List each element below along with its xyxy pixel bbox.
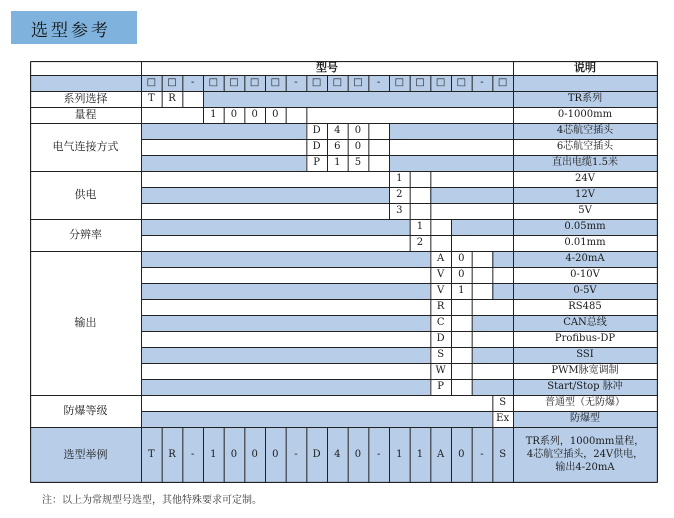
description-cell: 0.05mm [513, 219, 657, 235]
code-cell: C [430, 315, 451, 331]
code-cell: V [430, 267, 451, 283]
row-label: 系列选择 [30, 91, 141, 107]
code-cell: 1 [410, 219, 431, 235]
example-description-line: 输出4-20mA [555, 462, 615, 473]
example-code-cell: R [162, 427, 183, 482]
example-label: 选型举例 [30, 427, 141, 482]
code-cell: W [430, 363, 451, 379]
code-cell: 0 [244, 107, 265, 123]
row-label: 供电 [30, 171, 141, 219]
placeholder-box: □ [265, 75, 286, 91]
example-code-cell: - [472, 427, 493, 482]
code-cell: P [430, 379, 451, 395]
placeholder-box: □ [410, 75, 431, 91]
code-cell: 1 [389, 171, 410, 187]
code-cell: D [430, 331, 451, 347]
example-code-cell: 0 [451, 427, 472, 482]
example-code-cell: 1 [410, 427, 431, 482]
placeholder-box: □ [306, 75, 327, 91]
example-code-cell: 0 [348, 427, 369, 482]
code-cell: 5 [348, 155, 369, 171]
code-cell: 0 [224, 107, 245, 123]
description-cell: Start/Stop 脉冲 [513, 379, 657, 395]
example-code-cell: 1 [389, 427, 410, 482]
code-cell: 0 [451, 251, 472, 267]
code-cell: P [306, 155, 327, 171]
placeholder-box: - [182, 75, 203, 91]
code-cell: 2 [389, 187, 410, 203]
placeholder-box: □ [162, 75, 183, 91]
code-cell: S [430, 347, 451, 363]
code-cell: D [306, 139, 327, 155]
example-code-cell: - [182, 427, 203, 482]
code-cell: 0 [348, 123, 369, 139]
code-cell: 3 [389, 203, 410, 219]
description-cell: 0-10V [513, 267, 657, 283]
example-code-cell: A [430, 427, 451, 482]
placeholder-box: □ [492, 75, 513, 91]
placeholder-box: □ [141, 75, 162, 91]
example-code-cell: S [492, 427, 513, 482]
code-cell: 1 [203, 107, 224, 123]
example-code-cell: 1 [203, 427, 224, 482]
description-cell: TR系列 [513, 91, 657, 107]
code-cell: 1 [451, 283, 472, 299]
placeholder-box: □ [244, 75, 265, 91]
code-cell: 1 [327, 155, 348, 171]
row-label: 量程 [30, 107, 141, 123]
example-description-line: 4芯航空插头，24V供电， [526, 449, 644, 460]
description-cell: 普通型（无防爆） [513, 395, 657, 411]
row-label: 防爆等级 [30, 395, 141, 427]
example-code-cell: T [141, 427, 162, 482]
footer-note: 注：以上为常规型号选型，其他特殊要求可定制。 [42, 495, 262, 506]
placeholder-box: - [472, 75, 493, 91]
code-cell: D [306, 123, 327, 139]
placeholder-box: - [368, 75, 389, 91]
description-cell: 直出电缆1.5米 [513, 155, 657, 171]
placeholder-box: □ [203, 75, 224, 91]
example-code-cell: 0 [265, 427, 286, 482]
example-code-cell: - [368, 427, 389, 482]
description-cell: Profibus-DP [513, 331, 657, 347]
example-code-cell: 4 [327, 427, 348, 482]
placeholder-box: □ [430, 75, 451, 91]
row-label: 输出 [30, 251, 141, 395]
selection-table [30, 61, 657, 486]
example-code-cell: 0 [244, 427, 265, 482]
placeholder-box: □ [389, 75, 410, 91]
placeholder-box: □ [224, 75, 245, 91]
description-cell: 0.01mm [513, 235, 657, 251]
example-code-cell: 0 [224, 427, 245, 482]
description-cell: SSI [513, 347, 657, 363]
description-cell: 4芯航空插头 [513, 123, 657, 139]
description-cell: 防爆型 [513, 411, 657, 427]
row-label: 电气连接方式 [30, 123, 141, 171]
code-cell: 6 [327, 139, 348, 155]
placeholder-box: - [286, 75, 307, 91]
code-cell: V [430, 283, 451, 299]
code-cell: 2 [410, 235, 431, 251]
code-cell: R [430, 299, 451, 315]
code-cell: 0 [265, 107, 286, 123]
code-cell: T [141, 91, 162, 107]
column-header-desc: 说明 [513, 61, 657, 75]
code-cell: 0 [451, 267, 472, 283]
code-cell: R [162, 91, 183, 107]
row-label: 分辨率 [30, 219, 141, 251]
description-cell: CAN总线 [513, 315, 657, 331]
example-description-line: TR系列，1000mm量程， [525, 436, 645, 447]
description-cell: 0-1000mm [513, 107, 657, 123]
description-cell: RS485 [513, 299, 657, 315]
description-cell: 0-5V [513, 283, 657, 299]
table-gridlines [30, 61, 658, 483]
code-cell: Ex [492, 411, 513, 427]
description-cell: 24V [513, 171, 657, 187]
code-cell: S [492, 395, 513, 411]
page-title: 选型参考 [31, 21, 111, 41]
code-cell: 4 [327, 123, 348, 139]
description-cell: 4-20mA [513, 251, 657, 267]
placeholder-box: □ [348, 75, 369, 91]
example-code-cell: D [306, 427, 327, 482]
description-cell: 6芯航空插头 [513, 139, 657, 155]
code-cell: A [430, 251, 451, 267]
placeholder-box: □ [451, 75, 472, 91]
page-title-box [11, 11, 137, 44]
description-cell: 5V [513, 203, 657, 219]
description-cell: 12V [513, 187, 657, 203]
code-cell: 0 [348, 139, 369, 155]
description-cell: PWM脉宽调制 [513, 363, 657, 379]
placeholder-box: □ [327, 75, 348, 91]
column-header-model: 型号 [141, 61, 513, 75]
example-code-cell: - [286, 427, 307, 482]
